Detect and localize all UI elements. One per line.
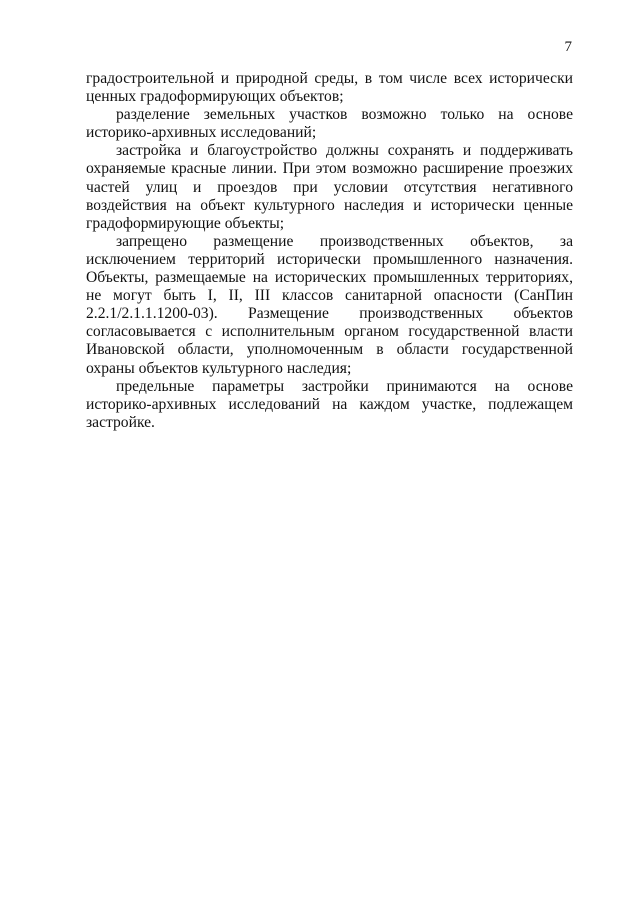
page-number: 7 [564,39,572,55]
document-body [86,70,573,432]
paragraph-red-lines: застройка и благоустройство должны сохранять и поддерживать охраняемые красные линии. При этом возможно расширение проезжих частей улиц и проездов при условии отсутствия негативного воздействия на объект культурного наследия и исторически ценные градоформирующие объекты; [86,142,573,232]
paragraph-building-parameters: предельные параметры застройки принимаются на основе историко-архивных исследований на каждом участке, подлежащем застройке. [86,377,573,431]
paragraph-land-division: разделение земельных участков возможно только на основе историко-архивных исследований; [86,106,573,142]
paragraph-industrial-objects: запрещено размещение производственных объектов, за исключением территорий исторически промышленного назначения. Объекты, размещаемые на исторических промышленных территориях, не могут быть I, II, III классов санитарной опасности (СанПин 2.2.1/2.1.1.1200-03). Размещение производственных объектов согласовывается с исполнительным органом государственной власти Ивановской области, уполномоченным в области государственной охраны объектов культурного наследия; [86,232,573,377]
paragraph-continuation: градостроительной и природной среды, в том числе всех исторически ценных градоформирующих объектов; [86,70,573,106]
